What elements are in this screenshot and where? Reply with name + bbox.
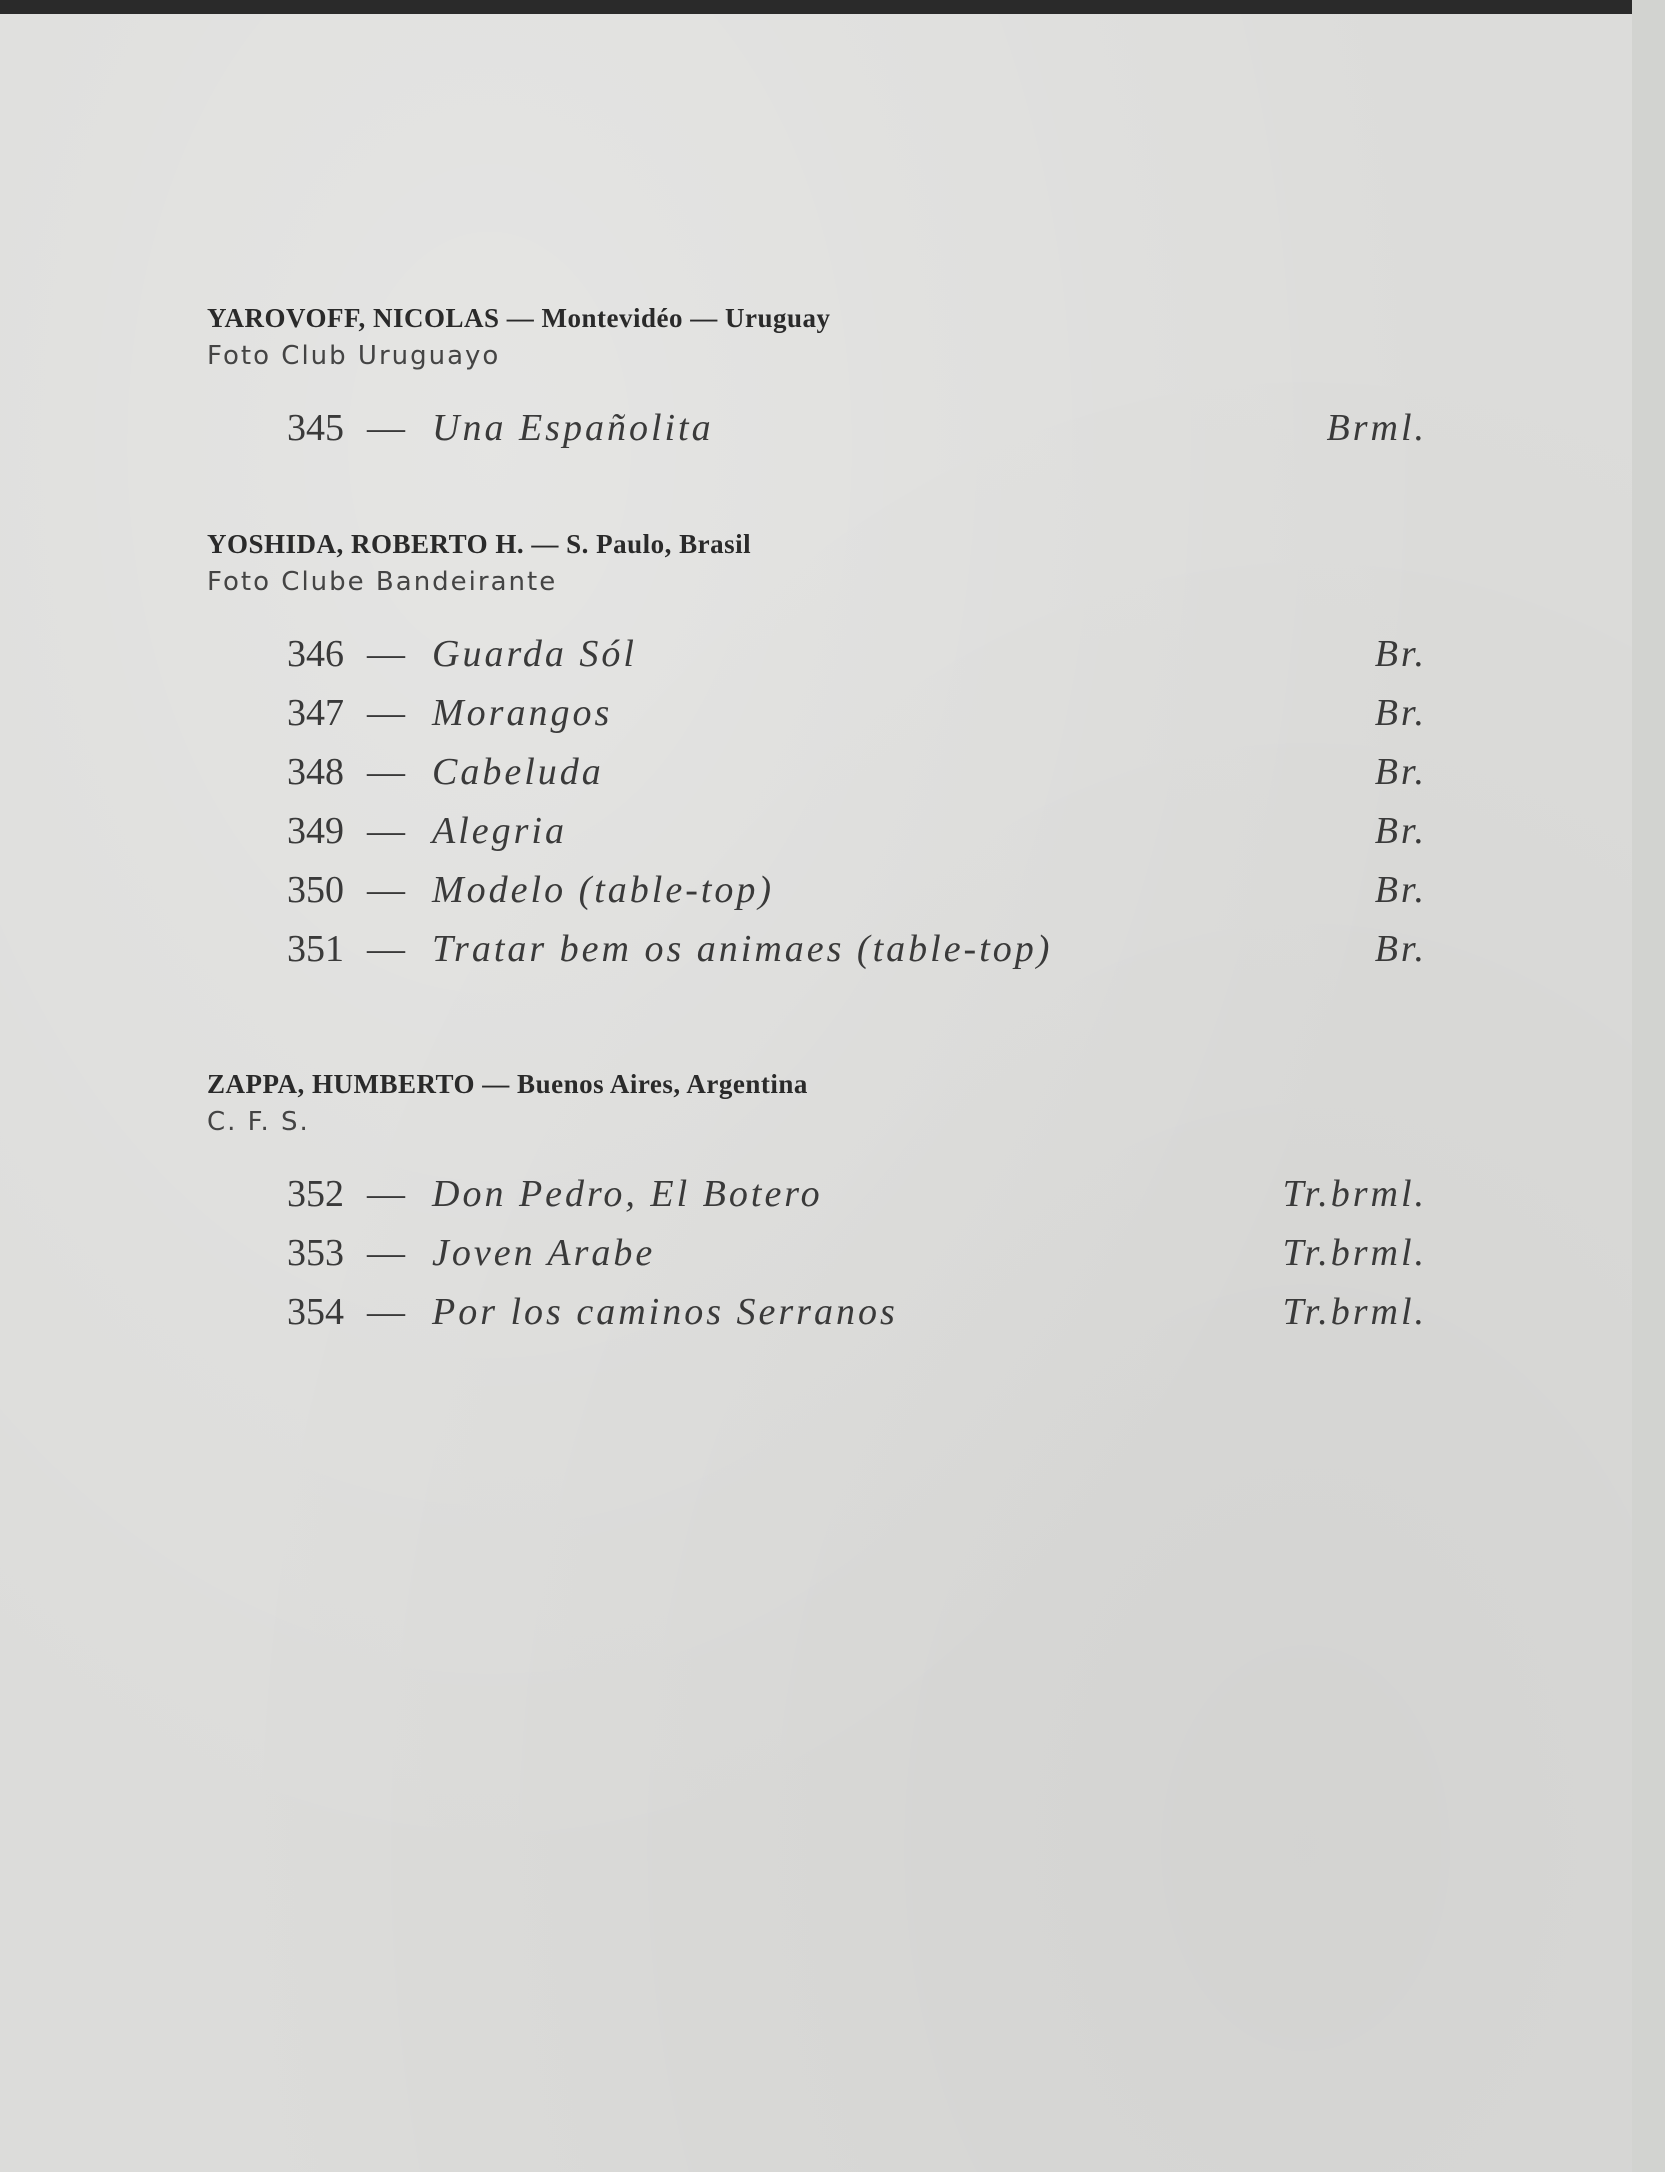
work-technique: Tr.brml. bbox=[1282, 1291, 1427, 1333]
work-item bbox=[207, 809, 1427, 868]
work-number: 345 bbox=[287, 407, 344, 449]
work-item bbox=[207, 632, 1427, 691]
author-heading: YAROVOFF, NICOLAS — Montevidéo — Uruguay bbox=[207, 303, 831, 333]
work-dash: — bbox=[367, 869, 405, 911]
scan-right-edge bbox=[1632, 0, 1665, 2172]
work-technique: Tr.brml. bbox=[1282, 1173, 1427, 1215]
club-name: Foto Clube Bandeirante bbox=[207, 567, 558, 597]
work-dash: — bbox=[367, 1291, 405, 1333]
work-title: Modelo (table-top) bbox=[432, 869, 775, 911]
work-dash: — bbox=[367, 633, 405, 675]
work-technique: Br. bbox=[1374, 928, 1427, 970]
work-dash: — bbox=[367, 751, 405, 793]
work-number: 353 bbox=[287, 1232, 344, 1274]
work-item bbox=[207, 927, 1427, 986]
work-title: Guarda Sól bbox=[432, 633, 637, 675]
catalog-entry-zappa bbox=[207, 1066, 1427, 1349]
work-dash: — bbox=[367, 1232, 405, 1274]
work-number: 354 bbox=[287, 1291, 344, 1333]
author-heading: YOSHIDA, ROBERTO H. — S. Paulo, Brasil bbox=[207, 529, 752, 559]
work-dash: — bbox=[367, 810, 405, 852]
work-technique: Br. bbox=[1374, 633, 1427, 675]
work-item bbox=[207, 406, 1427, 465]
work-title: Por los caminos Serranos bbox=[432, 1291, 898, 1333]
work-item bbox=[207, 868, 1427, 927]
work-item bbox=[207, 1290, 1427, 1349]
work-technique: Br. bbox=[1374, 810, 1427, 852]
work-number: 349 bbox=[287, 810, 344, 852]
works-list bbox=[207, 1172, 1427, 1349]
work-dash: — bbox=[367, 1173, 405, 1215]
work-dash: — bbox=[367, 928, 405, 970]
catalog-entry-yarovoff bbox=[207, 300, 1427, 465]
work-title: Alegria bbox=[432, 810, 567, 852]
work-technique: Br. bbox=[1374, 869, 1427, 911]
club-name: C. F. S. bbox=[207, 1107, 310, 1137]
work-dash: — bbox=[367, 407, 405, 449]
work-number: 351 bbox=[287, 928, 344, 970]
work-title: Joven Arabe bbox=[432, 1232, 656, 1274]
work-title: Cabeluda bbox=[432, 751, 604, 793]
author-heading: ZAPPA, HUMBERTO — Buenos Aires, Argentina bbox=[207, 1069, 808, 1099]
work-title: Tratar bem os animaes (table-top) bbox=[432, 928, 1053, 970]
work-title: Una Españolita bbox=[432, 407, 714, 449]
work-technique: Br. bbox=[1374, 692, 1427, 734]
work-item bbox=[207, 1172, 1427, 1231]
catalog-page bbox=[0, 14, 1632, 2172]
work-title: Morangos bbox=[432, 692, 613, 734]
work-title: Don Pedro, El Botero bbox=[432, 1173, 823, 1215]
work-number: 348 bbox=[287, 751, 344, 793]
scan-top-edge bbox=[0, 0, 1665, 14]
work-technique: Brml. bbox=[1326, 407, 1427, 449]
club-name: Foto Club Uruguayo bbox=[207, 341, 501, 371]
work-number: 350 bbox=[287, 869, 344, 911]
works-list bbox=[207, 406, 1427, 465]
work-item bbox=[207, 1231, 1427, 1290]
work-dash: — bbox=[367, 692, 405, 734]
works-list bbox=[207, 632, 1427, 986]
work-technique: Tr.brml. bbox=[1282, 1232, 1427, 1274]
work-number: 352 bbox=[287, 1173, 344, 1215]
work-technique: Br. bbox=[1374, 751, 1427, 793]
catalog-entry-yoshida bbox=[207, 526, 1427, 986]
work-item bbox=[207, 750, 1427, 809]
work-item bbox=[207, 691, 1427, 750]
work-number: 347 bbox=[287, 692, 344, 734]
work-number: 346 bbox=[287, 633, 344, 675]
